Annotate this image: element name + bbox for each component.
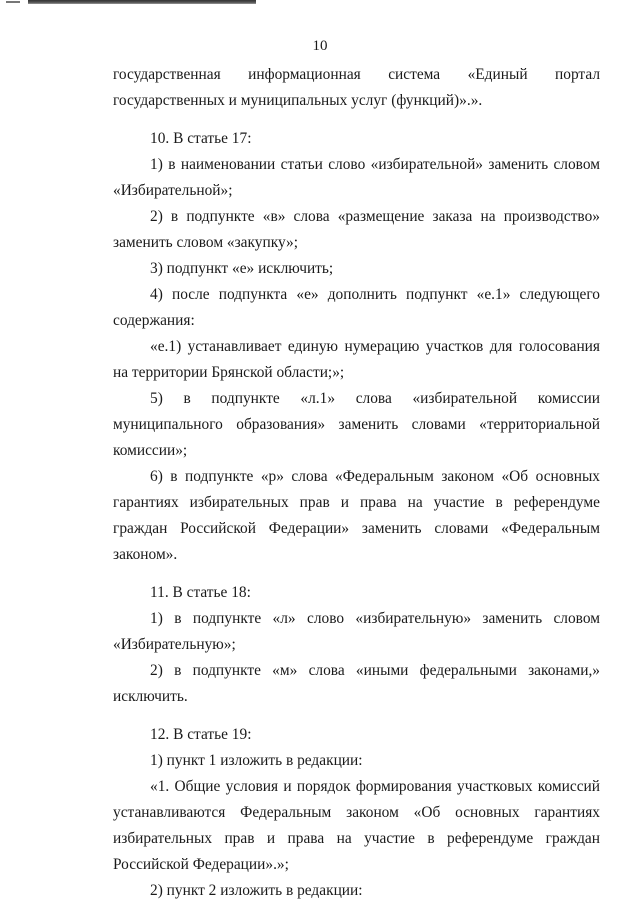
paragraph: государственная информационная система «Единый портал государственных и муниципальных услуг (функций)».». [113, 66, 600, 109]
paragraph: 6) в подпункте «р» слова «Федеральным законом «Об основных гарантиях избирательных прав и права на участие в референдуме граждан Российской Федерации» заменить словами «Федеральным законом». [113, 468, 600, 563]
paragraph: 3) подпункт «е» исключить; [150, 260, 334, 277]
paragraph: «1. Общие условия и порядок формирования участковых комиссий устанавливаются Федеральным законом «Об основных гарантиях избирательных прав и права на участие в референдуме граждан Российской Федерации».»; [113, 778, 600, 873]
paragraph: 11. В статье 18: [150, 584, 251, 601]
document-body [113, 62, 600, 904]
scan-edge-mark [28, 0, 256, 4]
paragraph: 1) пункт 1 изложить в редакции: [150, 752, 363, 769]
paragraph: 1) в наименовании статьи слово «избирательной» заменить словом «Избирательной»; [113, 156, 600, 199]
paragraph: «е.1) устанавливает единую нумерацию участков для голосования на территории Брянской области;»; [113, 338, 600, 381]
paragraph: 4) после подпункта «е» дополнить подпункт «е.1» следующего содержания: [113, 286, 600, 329]
paragraph: 5) в подпункте «л.1» слова «избирательной комиссии муниципального образования» заменить словами «территориальной комиссии»; [113, 390, 600, 459]
paragraph: 12. В статье 19: [150, 726, 252, 743]
page-number: 10 [312, 38, 328, 54]
paragraph: 10. В статье 17: [150, 130, 252, 147]
paragraph: 2) пункт 2 изложить в редакции: [150, 882, 363, 899]
paragraph: 1) в подпункте «л» слово «избирательную» заменить словом «Избирательную»; [113, 610, 600, 653]
paragraph: 2) в подпункте «м» слова «иными федеральными законами,» исключить. [113, 662, 600, 705]
paragraph: 2) в подпункте «в» слова «размещение заказа на производство» заменить словом «закупку»; [113, 208, 600, 251]
